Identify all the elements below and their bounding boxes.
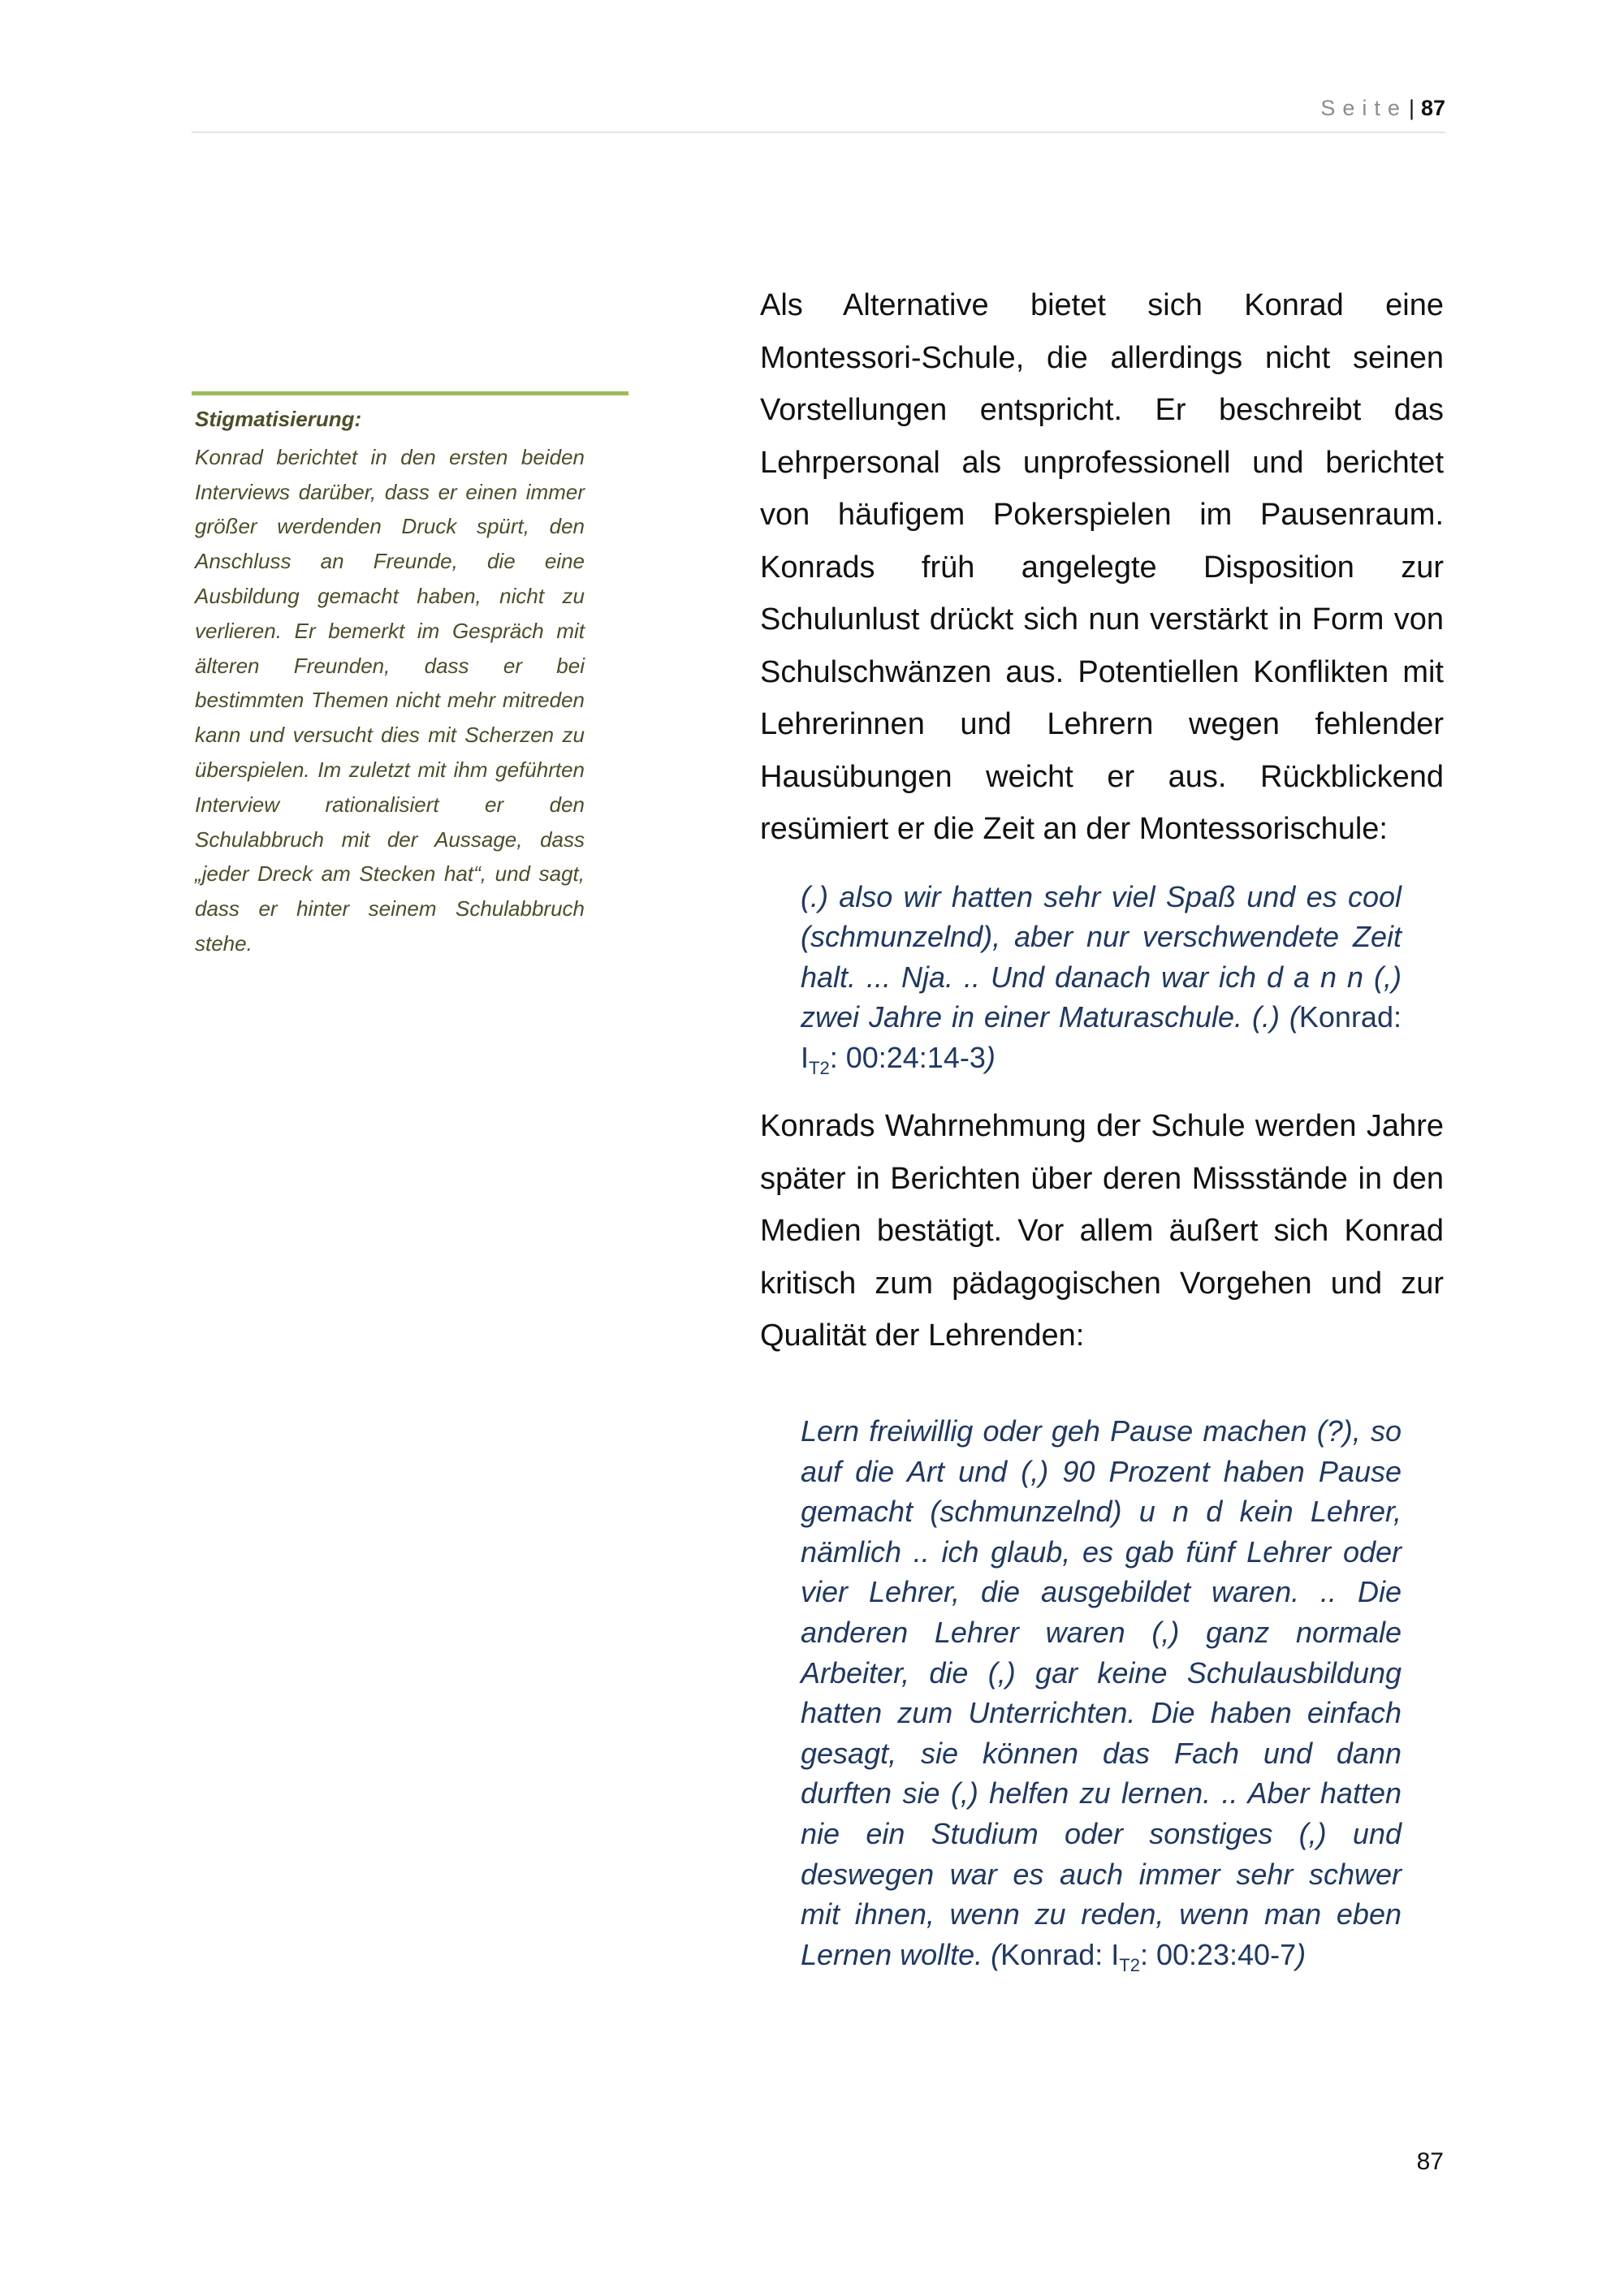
margin-note bbox=[192, 391, 628, 961]
footer-page-number: 87 bbox=[1416, 2148, 1444, 2175]
quote-citation: (Konrad: $I_{T2}$: 00:23:40-7) bbox=[991, 1937, 1307, 1975]
paragraph: Als Alternative bietet sich Konrad eine Montessori-Schule, die allerdings nicht seinen Vorstellungen entspricht. Er beschreibt das Lehrpersonal als unprofessionell und berichtet von häufigem Pokerspielen im Pausenraum. Konrads früh angelegte Disposition zur Schulunlust drückt sich nun verstärkt in Form von Schulschwänzen aus. Potentiellen Konflikten mit Lehrerinnen und Lehrern wegen fehlender Hausübungen weicht er aus. Rückblickend resümiert er die Zeit an der Montessorischule: bbox=[760, 288, 1444, 846]
quote-text: (.) also wir hatten sehr viel Spaß und es cool (schmunzelnd), aber nur verschwendete Zeit halt. ... Nja. .. Und danach war ich d a n n (,) zwei Jahre in einer Maturaschule. (.) bbox=[801, 879, 1402, 1034]
main-column bbox=[760, 279, 1444, 1997]
interview-quote bbox=[801, 877, 1402, 1078]
quote-citation: (Konrad: $I_{T2}$: 00:24:14-3) bbox=[801, 1000, 1402, 1079]
paragraph: Konrads Wahrnehmung der Schule werden Jahre später in Berichten über deren Missstände in den Medien bestätigt. Vor allem äußert sich Konrad kritisch zum pädagogischen Vorgehen und zur Qualität der Lehrenden: bbox=[760, 1109, 1444, 1353]
page-header bbox=[192, 96, 1445, 133]
quote-text: Lern freiwillig oder geh Pause machen (?), so auf die Art und (,) 90 Prozent haben Pause gemacht (schmunzelnd) u n d kein Lehrer, nämlich .. ich glaub, es gab fünf Lehrer oder vier Lehrer, die ausgebildet waren. .. Die anderen Lehrer waren (,) ganz normale Arbeiter, die (,) gar keine Schulausbildung hatten zum Unterrichten. Die haben einfach gesagt, sie können das Fach und dann durften sie (,) helfen zu lernen. .. Aber hatten nie ein Studium oder sonstiges (,) und deswegen war es auch immer sehr schwer mit ihnen, wenn zu reden, wenn man eben Lernen wollte. bbox=[801, 1413, 1402, 1971]
header-separator: | bbox=[1408, 96, 1415, 120]
margin-note-text: Konrad berichtet in den ersten beiden Interviews darüber, dass er einen immer größer werdenden Druck spürt, den Anschluss an Freunde, die eine Ausbildung gemacht haben, nicht zu verlieren. Er bemerkt im Gespräch mit älteren Freunden, dass er bei bestimmten Themen nicht mehr mitreden kann und versucht dies mit Scherzen zu überspielen. Im zuletzt mit ihm geführten Interview rationalisiert er den Schulabbruch mit der Aussage, dass „jeder Dreck am Stecken hat“, und sagt, dass er hinter seinem Schulabbruch stehe. bbox=[195, 444, 585, 956]
margin-note-title: Stigmatisierung: bbox=[195, 407, 362, 431]
header-label: Seite bbox=[1320, 96, 1407, 120]
interview-quote bbox=[801, 1411, 1402, 1974]
header-page-number: 87 bbox=[1420, 96, 1445, 120]
